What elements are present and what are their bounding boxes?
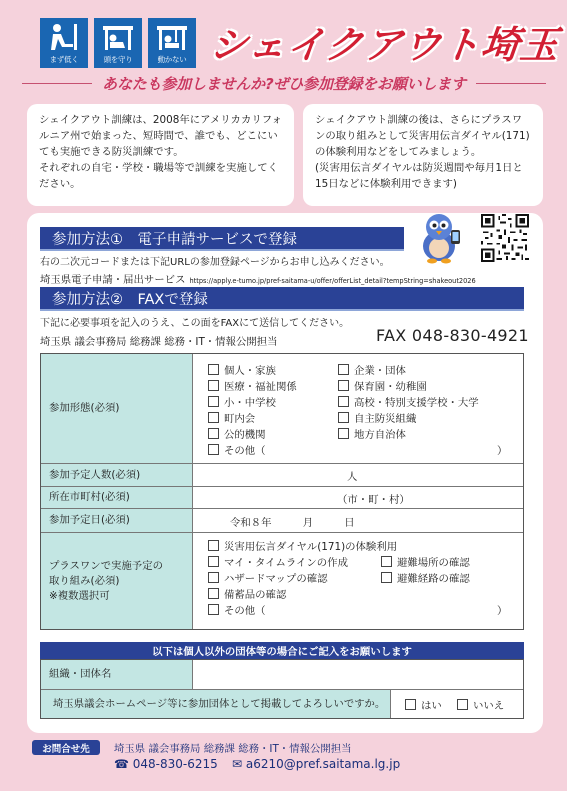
checkbox[interactable]	[457, 699, 468, 710]
hold-on-icon	[148, 18, 196, 68]
opt-no[interactable]: いいえ	[457, 697, 504, 712]
page-title: シェイクアウト埼玉	[207, 23, 562, 67]
checkbox[interactable]	[338, 396, 349, 407]
method2-heading: 参加方法② FAXで登録	[40, 287, 524, 311]
contact-email[interactable]: ✉ a6210@pref.saitama.lg.jp	[232, 757, 401, 771]
mascot-icon	[415, 210, 465, 264]
group-form	[40, 659, 524, 719]
drop-label: まず低く	[49, 55, 79, 64]
subtitle-rule-right	[476, 83, 546, 84]
opt-medical[interactable]: 医療・福祉関係	[208, 378, 297, 393]
opt-171-dial[interactable]: 災害用伝言ダイヤル(171)の体験利用	[208, 538, 397, 553]
row-participant-count	[41, 464, 523, 487]
checkbox[interactable]	[208, 412, 219, 423]
method1-heading: 参加方法① 電子申請サービスで登録	[40, 227, 404, 251]
service-name: 埼玉県電子申請・届出サービス	[40, 274, 186, 286]
municipality-label: 所在市町村(必須)	[41, 487, 193, 508]
row-plus-one	[41, 533, 523, 629]
opt-plus-other[interactable]: その他（	[208, 602, 266, 617]
checkbox[interactable]	[381, 556, 392, 567]
opt-disaster-org[interactable]: 自主防災組織	[338, 410, 416, 425]
opt-stockpile[interactable]: 備蓄品の確認	[208, 586, 286, 601]
subtitle-row	[22, 72, 546, 94]
checkbox[interactable]	[208, 604, 219, 615]
plus-one-label: プラスワンで実施予定の 取り組み(必須) ※複数選択可	[41, 533, 193, 629]
cover-label: 頭を守り	[103, 55, 133, 64]
opt-high-school[interactable]: 高校・特別支援学校・大学	[338, 394, 479, 409]
checkbox[interactable]	[208, 380, 219, 391]
org-name-label: 組織・団体名	[41, 660, 193, 689]
opt-yes[interactable]: はい	[405, 697, 442, 712]
city-unit: （市・町・村）	[337, 494, 410, 506]
fax-recipient: 埼玉県 議会事務局 総務課 総務・IT・情報公開担当	[40, 336, 278, 348]
checkbox[interactable]	[381, 572, 392, 583]
row-date	[41, 509, 523, 533]
participant-count-label: 参加予定人数(必須)	[41, 464, 193, 486]
date-label: 参加予定日(必須)	[41, 509, 193, 532]
qr-code-icon[interactable]	[481, 214, 529, 262]
count-unit: 人	[347, 471, 358, 483]
org-name-field[interactable]	[193, 660, 523, 689]
subtitle-rule-left	[22, 83, 92, 84]
plus-one-options	[193, 533, 523, 629]
checkbox[interactable]	[208, 444, 219, 455]
opt-my-timeline[interactable]: マイ・タイムラインの作成	[208, 554, 348, 569]
checkbox[interactable]	[208, 396, 219, 407]
checkbox[interactable]	[208, 556, 219, 567]
participant-count-field[interactable]	[193, 464, 523, 486]
phone-icon: ☎	[114, 757, 129, 771]
checkbox[interactable]	[338, 364, 349, 375]
opt-individual[interactable]: 個人・家族	[208, 362, 276, 377]
opt-hazard-map[interactable]: ハザードマップの確認	[208, 570, 328, 585]
opt-evac-site[interactable]: 避難場所の確認	[381, 554, 470, 569]
shakeout-steps-icons	[40, 18, 196, 68]
opt-public-agency[interactable]: 公的機関	[208, 426, 266, 441]
checkbox[interactable]	[208, 428, 219, 439]
hold-on-label: 動かない	[157, 55, 187, 64]
opt-nursery[interactable]: 保育園・幼稚園	[338, 378, 427, 393]
intro-about-shakeout: シェイクアウト訓練は、2008年にアメリカカリフォルニア州で始まった、短時間で、誰でも、どこにいても実施できる防災訓練です。 それぞれの自宅・学校・職場等で訓練を実施してください。	[27, 104, 294, 206]
opt-local-gov[interactable]: 地方自治体	[338, 426, 406, 441]
method1-url-line	[40, 268, 476, 287]
mail-icon: ✉	[232, 757, 243, 771]
drop-icon	[40, 18, 88, 68]
checkbox[interactable]	[208, 364, 219, 375]
date-value: 令和８年 月 日	[230, 517, 355, 529]
checkbox[interactable]	[338, 412, 349, 423]
contact-office: 埼玉県 議会事務局 総務課 総務・IT・情報公開担当	[114, 743, 352, 755]
page-subtitle: あなたも参加しませんか?ぜひ参加登録をお願いします	[102, 74, 466, 93]
opt-neighborhood[interactable]: 町内会	[208, 410, 255, 425]
registration-form	[40, 353, 524, 630]
row-org-name	[41, 660, 523, 690]
registration-url[interactable]: https://apply.e-tumo.jp/pref-saitama-u/offer/offerList_detail?tempString=shakeout2026	[189, 277, 476, 285]
publish-question: 埼玉県議会ホームページ等に参加団体として掲載してよろしいですか。	[41, 690, 391, 718]
method1-note: 右の二次元コードまたは下記URLの参加登録ページからお申し込みください。	[40, 257, 390, 268]
row-publish-consent	[41, 690, 523, 718]
contact-phone[interactable]: ☎ 048-830-6215	[114, 757, 218, 771]
checkbox[interactable]	[208, 540, 219, 551]
row-municipality	[41, 487, 523, 509]
cover-icon	[94, 18, 142, 68]
opt-other[interactable]: その他（	[208, 442, 266, 457]
row-participation-type	[41, 354, 523, 464]
checkbox[interactable]	[405, 699, 416, 710]
other-close-paren: ）	[497, 445, 508, 457]
contact-tag: お問合せ先	[32, 740, 100, 755]
fax-number: FAX 048-830-4921	[376, 326, 529, 345]
participation-type-options	[193, 354, 523, 463]
checkbox[interactable]	[338, 428, 349, 439]
opt-evac-route[interactable]: 避難経路の確認	[381, 570, 470, 585]
contact-section	[27, 739, 543, 783]
group-section-heading: 以下は個人以外の団体等の場合にご記入をお願いします	[40, 642, 524, 659]
checkbox[interactable]	[208, 572, 219, 583]
participation-type-label: 参加形態(必須)	[41, 354, 193, 463]
municipality-field[interactable]	[193, 487, 523, 508]
date-field[interactable]	[193, 509, 523, 532]
method2-note: 下記に必要事項を記入のうえ、この面をFAXにて送信してください。	[40, 318, 350, 329]
publish-options	[391, 690, 523, 718]
plus-other-close-paren: ）	[497, 605, 508, 617]
checkbox[interactable]	[208, 588, 219, 599]
opt-company[interactable]: 企業・団体	[338, 362, 406, 377]
intro-plus-one: シェイクアウト訓練の後は、さらにプラスワンの取り組みとして災害用伝言ダイヤル(171)の体験利用などをしてみましょう。 (災害用伝言ダイヤルは防災週間や毎月1日と15日などに体験利用できます)	[303, 104, 543, 206]
checkbox[interactable]	[338, 380, 349, 391]
opt-school[interactable]: 小・中学校	[208, 394, 276, 409]
